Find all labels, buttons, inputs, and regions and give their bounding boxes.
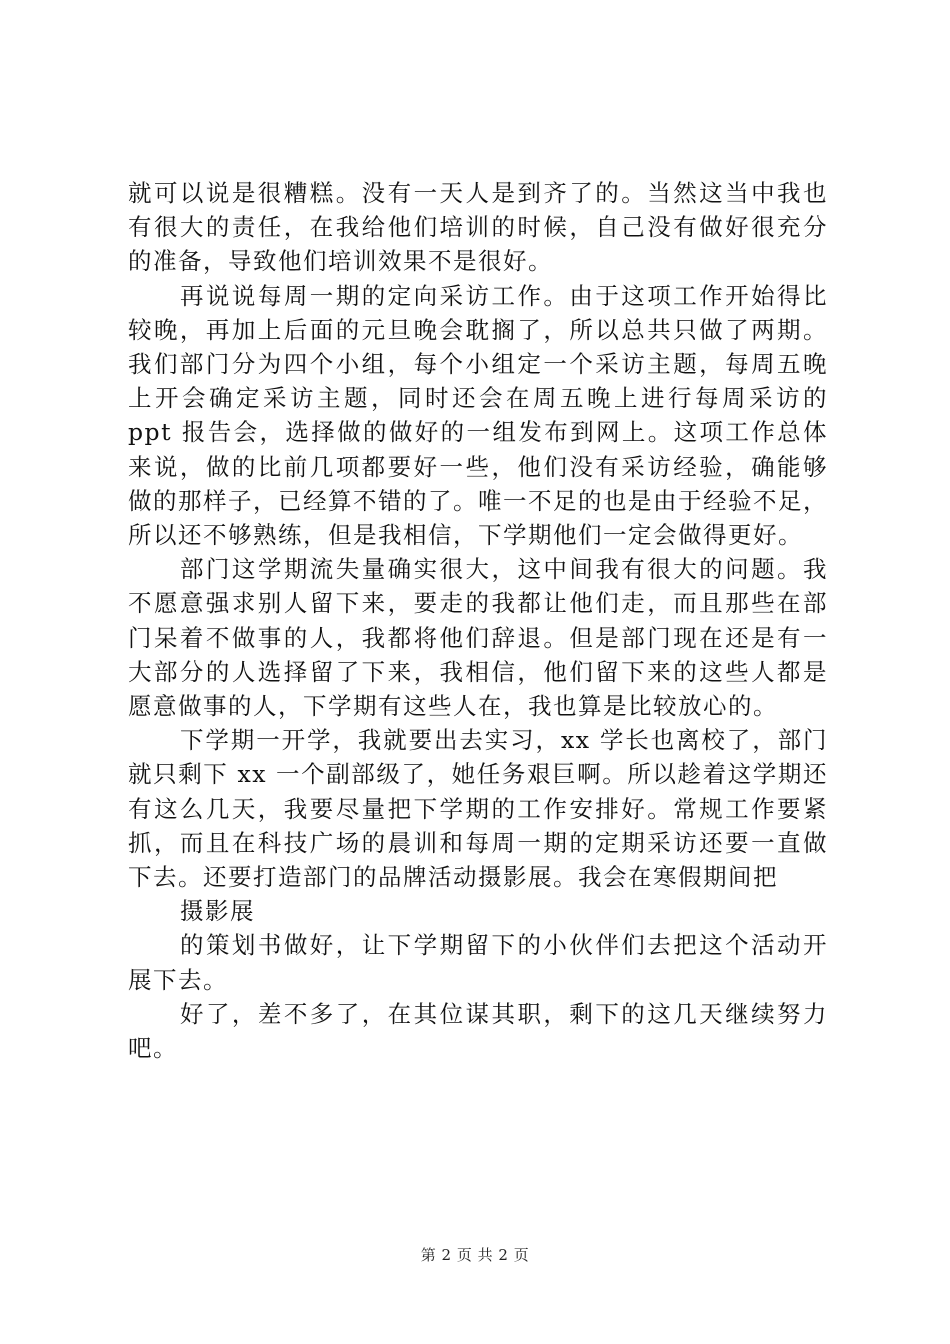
text-line: 有很大的责任，在我给他们培训的时候，自己没有做好很充分 [128, 213, 828, 242]
text-line: 吧。 [128, 1034, 178, 1063]
text-line: 不愿意强求别人留下来，要走的我都让他们走，而且那些在部 [128, 589, 828, 618]
text-line: ppt 报告会，选择做的做好的一组发布到网上。这项工作总体 [128, 418, 828, 447]
text-line: 下去。还要打造部门的品牌活动摄影展。我会在寒假期间把 [128, 863, 778, 892]
text-line: 有这么几天，我要尽量把下学期的工作安排好。常规工作要紧 [128, 794, 828, 823]
text-line: 的准备，导致他们培训效果不是很好。 [128, 247, 553, 276]
text-line: 所以还不够熟练，但是我相信，下学期他们一定会做得更好。 [128, 521, 803, 550]
text-line: 来说，做的比前几项都要好一些，他们没有采访经验，确能够 [128, 452, 828, 481]
text-line: 好了，差不多了，在其位谋其职，剩下的这几天继续努力 [180, 999, 828, 1028]
text-line: 大部分的人选择留了下来，我相信，他们留下来的这些人都是 [128, 657, 828, 686]
text-line: 再说说每周一期的定向采访工作。由于这项工作开始得比 [180, 281, 828, 310]
text-line: 门呆着不做事的人，我都将他们辞退。但是部门现在还是有一 [128, 623, 828, 652]
text-line: 我们部门分为四个小组，每个小组定一个采访主题，每周五晚 [128, 350, 828, 379]
text-line: 上开会确定采访主题，同时还会在周五晚上进行每周采访的 [128, 384, 828, 413]
text-line: 愿意做事的人，下学期有这些人在，我也算是比较放心的。 [128, 692, 778, 721]
text-line: 较晚，再加上后面的元旦晚会耽搁了，所以总共只做了两期。 [128, 315, 828, 344]
document-body [128, 176, 828, 1065]
text-line: 做的那样子，已经算不错的了。唯一不足的也是由于经验不足， [128, 486, 828, 515]
page-footer: 第 2 页 共 2 页 [420, 1246, 530, 1264]
text-line: 抓，而且在科技广场的晨训和每周一期的定期采访还要一直做 [128, 828, 828, 857]
text-line: 的策划书做好，让下学期留下的小伙伴们去把这个活动开 [180, 931, 828, 960]
text-line: 摄影展 [180, 897, 255, 926]
text-line: 就只剩下 xx 一个副部级了，她任务艰巨啊。所以趁着这学期还 [128, 760, 828, 789]
text-line: 下学期一开学，我就要出去实习，xx 学长也离校了，部门 [180, 726, 828, 755]
text-line: 展下去。 [128, 965, 228, 994]
text-line: 就可以说是很糟糕。没有一天人是到齐了的。当然这当中我也 [128, 179, 828, 207]
text-line: 部门这学期流失量确实很大，这中间我有很大的问题。我 [180, 555, 828, 584]
